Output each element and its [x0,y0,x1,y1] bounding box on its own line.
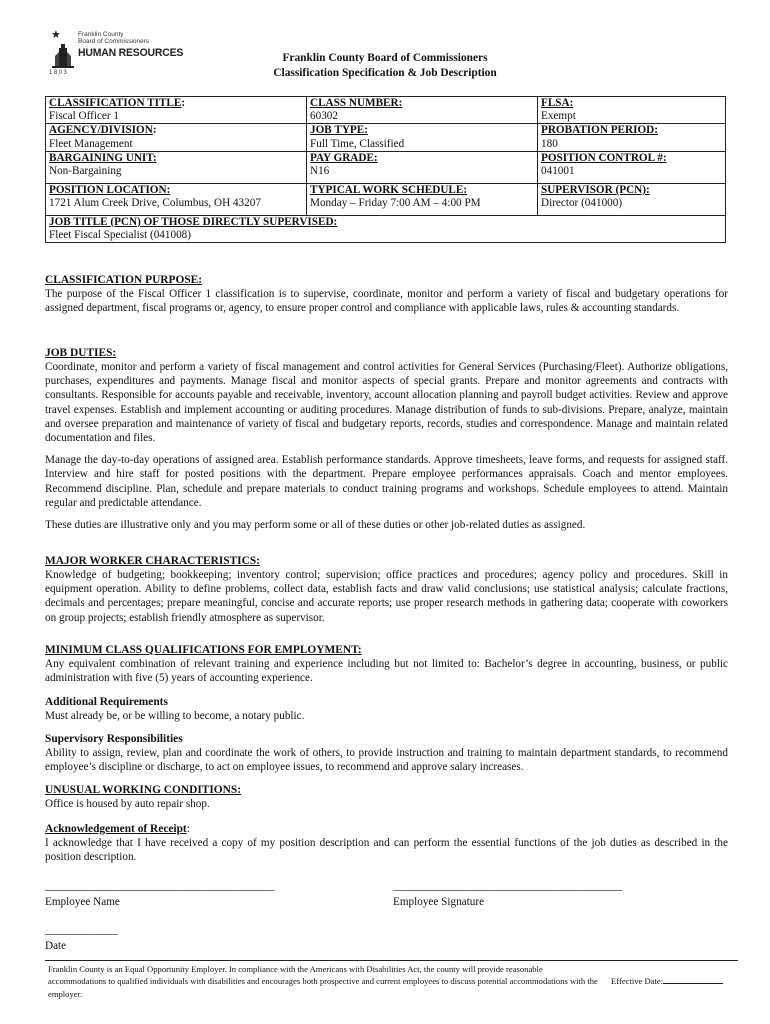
cell-position-control [538,151,726,183]
location-value: 1721 Alum Creek Drive, Columbus, OH 43207 [49,197,261,210]
schedule-label: TYPICAL WORK SCHEDULE: [310,184,468,197]
employee-signature-label: Employee Signature [393,896,485,908]
cell-classification-title: CLASSIFICATION TITLE: Fiscal Officer 1 [46,97,307,124]
duties-paragraph-2: Manage the day-to-day operations of assigned area. Establish performance standards. Approve timesheets, leave forms, and requests for assigned staff. Interview and hire staff for posted positions with the department. Prepare employee performances appraisals. Coach and mentor employees. Recommend discipline. Plan, schedule and prepare materials to conduct training programs and workshops. Schedule employees to attend. Maintain regular and predictable attendance. [45,454,728,509]
characteristics-title: MAJOR WORKER CHARACTERISTICS: [45,555,260,567]
cell-job-type [307,124,538,151]
cell-bargaining [46,151,307,183]
supervised-label: JOB TITLE (PCN) OF THOSE DIRECTLY SUPERVISED: [49,215,338,228]
cell-supervisor [538,184,726,215]
logo-brand: HUMAN RESOURCES [78,47,184,59]
employee-name-line[interactable]: _________________________________________ [45,880,275,892]
cell-schedule [307,184,538,215]
cell-flsa [538,97,726,124]
cell-agency: AGENCY/DIVISION: Fleet Management [46,124,307,151]
characteristics-section [45,554,728,625]
probation-label: PROBATION PERIOD: [541,124,658,137]
document-header [0,51,770,81]
acknowledgement-text: I acknowledge that I have received a copy of my position description and can perform the essential functions of the job duties as described in the position description. [45,837,728,864]
cell-pay-grade [307,151,538,183]
pay-grade-label: PAY GRADE: [310,151,378,164]
unusual-text: Office is housed by auto repair shop. [45,798,210,810]
agency-label: AGENCY/DIVISION [49,124,153,137]
cell-location [46,184,307,215]
supervised-value: Fleet Fiscal Specialist (041008) [49,228,191,241]
document-title: Classification Specification & Job Description [273,67,497,79]
date-line[interactable]: _____________ [45,924,118,936]
purpose-section [45,273,728,315]
logo-line-2: Board of Commissioners [78,38,150,45]
purpose-text: The purpose of the Fiscal Officer 1 classification is to supervise, coordinate, monitor and perform a variety of fiscal and budgetary operations for assigned department, fiscal programs or, agency, to ensure proper control and compliance with applicable laws, rules & accounting standards. [45,288,728,315]
flsa-value: Exempt [541,110,576,123]
duties-paragraph-3: These duties are illustrative only and you may perform some or all of these duties or other job-related duties as assigned. [45,519,586,532]
star-icon: ★ [51,29,61,41]
acknowledgement-title: Acknowledgement of Receipt [45,823,187,835]
additional-title: Additional Requirements [45,696,168,708]
employee-signature-line[interactable]: _________________________________________ [393,880,623,892]
effective-date-label: Effective Date: [611,976,664,986]
cell-probation [538,124,726,151]
qualifications-title: MINIMUM CLASS QUALIFICATIONS FOR EMPLOYMENT: [45,644,362,656]
pay-grade-value: N16 [310,165,330,178]
duties-section [45,346,728,532]
supervisor-label: SUPERVISOR (PCN): [541,184,650,197]
footer-divider [45,960,738,961]
duties-paragraph-1: Coordinate, monitor and perform a variety of fiscal management and control activities for General Services (Purchasing/Fleet). Authorize obligations, purchases, expenditures and payments. Manage fiscal and monitor aspects of special grants. Prepare and monitor agreements and contracts with consultants. Responsible for accounts payable and receivable, inventory, account allocation planning and payroll budget activities. Review and approve travel expenses. Establish and implement accounting or auditing procedures. Manage distribution of funds to sub-divisions. Prepare, analyze, maintain and oversee preparation and maintenance of variety of fiscal and budgetary reports, records, studies and correspondence. Manage and maintain related documentation and files. [45,361,728,445]
agency-value: Fleet Management [49,137,133,150]
date-label: Date [45,940,67,952]
additional-text: Must already be, or be willing to become, a notary public. [45,710,305,722]
job-type-value: Full Time, Classified [310,137,405,150]
classification-title-label: CLASSIFICATION TITLE [49,97,182,109]
logo-year: 1803 [49,70,69,76]
class-number-label: CLASS NUMBER: [310,97,403,109]
position-control-value: 041001 [541,165,575,178]
supervisory-text: Ability to assign, review, plan and coordinate the work of others, to provide instruction and training to maintain department standards, to recommend employee’s discipline or discharge, to act on employee issues, to recommend and approve salary increases. [45,747,728,774]
cell-supervised [46,215,726,242]
probation-value: 180 [541,137,558,150]
schedule-value: Monday – Friday 7:00 AM – 4:00 PM [310,197,481,210]
supervisor-value: Director (041000) [541,197,623,210]
job-type-label: JOB TYPE: [310,124,368,137]
employee-name-label: Employee Name [45,896,120,908]
class-number-value: 60302 [310,110,338,123]
org-name: Franklin County Board of Commissioners [282,52,488,64]
position-control-label: POSITION CONTROL #: [541,151,667,164]
effective-date [611,975,723,987]
qualifications-section [45,643,728,685]
duties-title: JOB DUTIES: [45,347,117,359]
supervisory-title: Supervisory Responsibilities [45,733,183,745]
purpose-title: CLASSIFICATION PURPOSE: [45,274,203,286]
flsa-label: FLSA: [541,97,574,109]
location-label: POSITION LOCATION: [49,184,171,197]
bargaining-value: Non-Bargaining [49,165,122,178]
effective-date-blank[interactable] [663,975,723,984]
logo-line-1: Franklin County [78,31,124,38]
classification-table [45,96,726,243]
unusual-title: UNUSUAL WORKING CONDITIONS: [45,784,241,796]
additional-section [45,695,728,723]
footer-eeo-statement: Franklin County is an Equal Opportunity Employer. In compliance with the Americans with Disabilities Act, the county will provide reasonable accommodations to qualified individuals with disabilities and encourages both prospective and current employees to discuss potential accommodations with the employer. [48,964,598,999]
acknowledgement-section: Acknowledgement of Receipt: I acknowledge that I have received a copy of my position description and can perform the essential functions of the job duties as described in the position description. [45,823,728,864]
cell-class-number [307,97,538,124]
supervisory-section [45,732,728,774]
classification-title-value: Fiscal Officer 1 [49,110,120,123]
qualifications-text: Any equivalent combination of relevant training and experience including but not limited to: Bachelor’s degree in accounting, business, or public administration with five (5) years of accounting experience. [45,658,728,685]
bargaining-label: BARGAINING UNIT: [49,151,157,164]
characteristics-text: Knowledge of budgeting; bookkeeping; inventory control; supervision; office practices and procedures; agency policy and procedures. Skill in equipment operation. Ability to define problems, collect data, establish facts and draw valid conclusions; use statistical analysis; calculate fractions, decimals and percentages; prepare meaningful, concise and accurate reports; use proper research methods in gathering data; cooperate with coworkers on group projects; establish friendly atmosphere as supervisor. [45,569,728,624]
unusual-section [45,783,728,811]
